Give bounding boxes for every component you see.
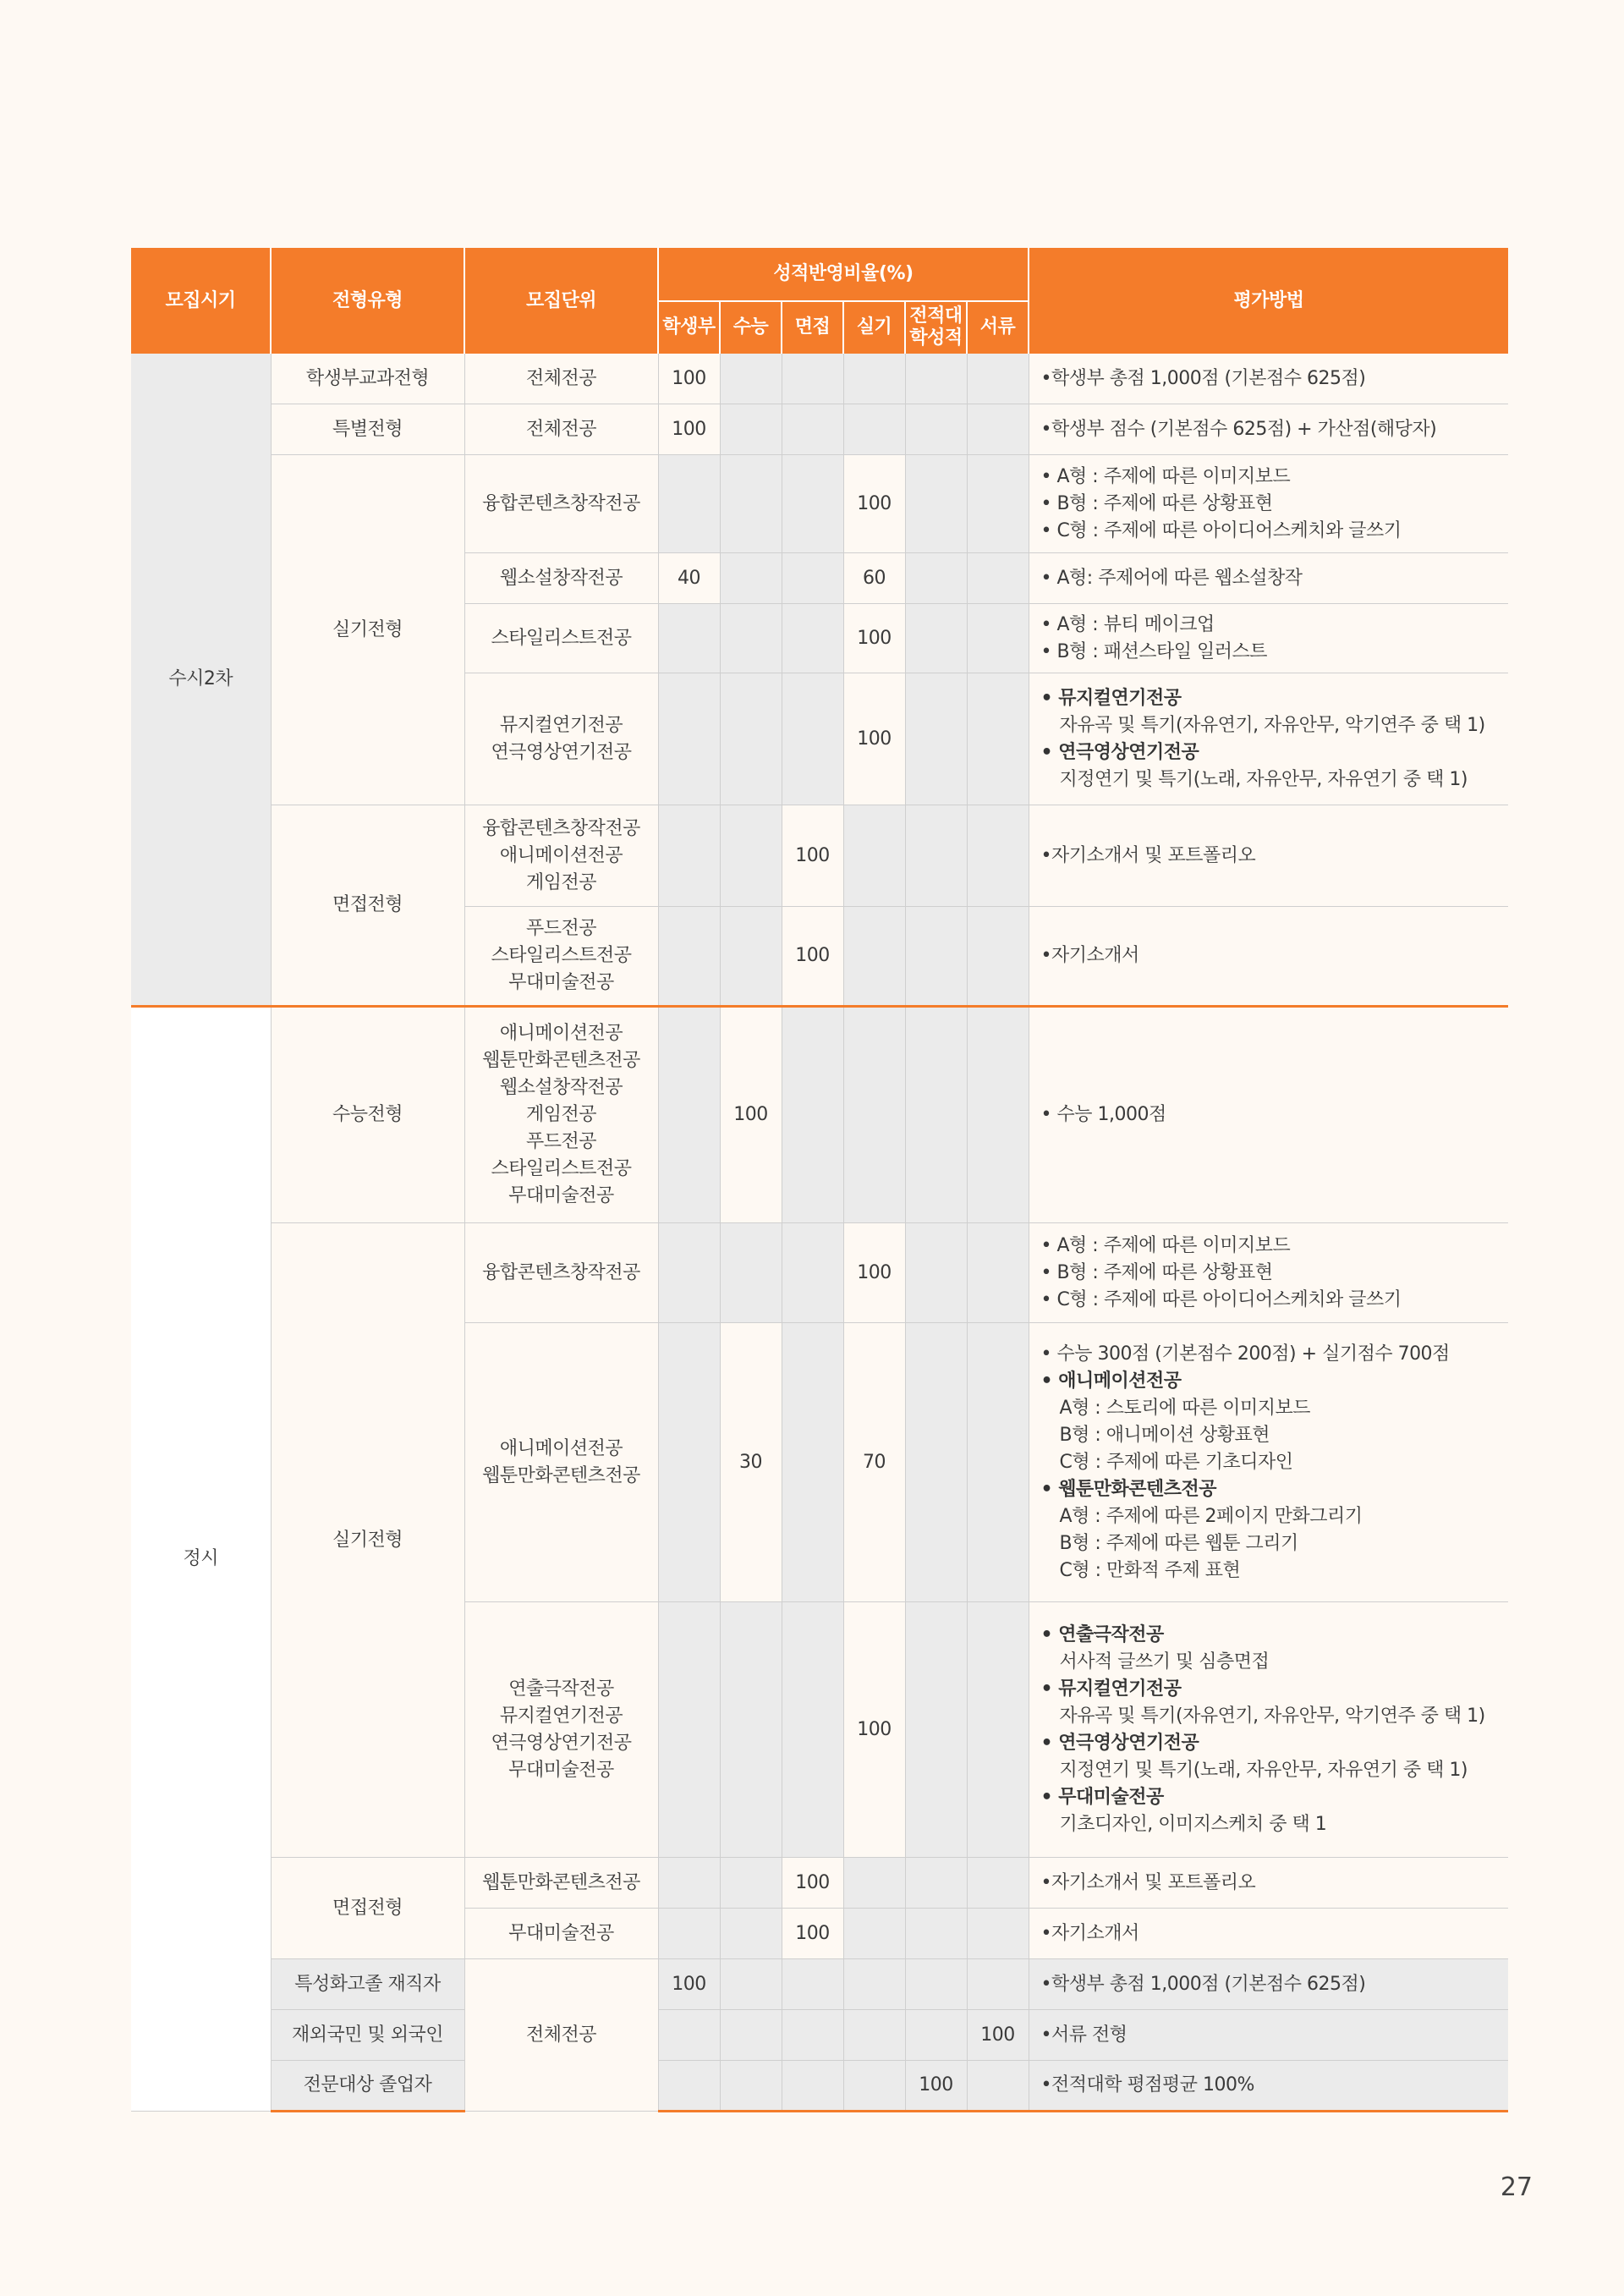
header-seoryu: 서류 <box>967 301 1029 354</box>
unit-cell: 융합콘텐츠창작전공 애니메이션전공 게임전공 <box>464 805 658 907</box>
score-hak: 100 <box>658 1959 720 2010</box>
eval-cell: • A형 : 뷰티 메이크업 • B형 : 패션스타일 일러스트 <box>1029 604 1508 673</box>
type-cell: 전문대상 졸업자 <box>271 2061 464 2112</box>
eval-cell: •자기소개서 <box>1029 907 1508 1007</box>
score-silgi: 100 <box>843 673 905 805</box>
table-row <box>131 805 1508 907</box>
header-type: 전형유형 <box>271 249 464 354</box>
score-silgi: 60 <box>843 553 905 604</box>
eval-cell: •자기소개서 <box>1029 1909 1508 1959</box>
table-row <box>131 1007 1508 1223</box>
eval-cell: •학생부 점수 (기본점수 625점) + 가산점(해당자) <box>1029 404 1508 455</box>
header-myeon: 면접 <box>782 301 843 354</box>
score-myeon: 100 <box>782 907 843 1007</box>
header-silgi: 실기 <box>843 301 905 354</box>
eval-cell: • 연출극작전공 서사적 글쓰기 및 심층면접 • 뮤지컬연기전공 자유곡 및 특기(자유연기, 자유안무, 악기연주 중 택 1) • 연극영상연기전공 지정연기 및 특기(노래, 자유안무, 자유연기 중 택 1) • 무대미술전공 기초디자인, 이미지스케치 중 택 1 <box>1029 1602 1508 1858</box>
header-method: 평가방법 <box>1029 249 1508 354</box>
score-myeon: 100 <box>782 805 843 907</box>
type-cell: 실기전형 <box>271 455 464 805</box>
unit-cell: 뮤지컬연기전공 연극영상연기전공 <box>464 673 658 805</box>
type-cell: 수능전형 <box>271 1007 464 1223</box>
score-seoryu: 100 <box>967 2010 1029 2061</box>
unit-cell: 전체전공 <box>464 354 658 404</box>
score-myeon: 100 <box>782 1909 843 1959</box>
unit-cell: 연출극작전공 뮤지컬연기전공 연극영상연기전공 무대미술전공 <box>464 1602 658 1858</box>
table-row <box>131 2010 1508 2061</box>
unit-cell: 융합콘텐츠창작전공 <box>464 1223 658 1323</box>
page-number: 27 <box>1500 2172 1533 2202</box>
period-jeongsi: 정시 <box>131 1007 271 2112</box>
score-silgi: 100 <box>843 455 905 553</box>
unit-cell: 전체전공 <box>464 404 658 455</box>
period-susi: 수시2차 <box>131 354 271 1007</box>
header-ratio-group: 성적반영비율(%) <box>658 249 1029 301</box>
type-cell: 면접전형 <box>271 805 464 1007</box>
score-silgi: 100 <box>843 1223 905 1323</box>
type-cell: 실기전형 <box>271 1223 464 1858</box>
eval-cell: • 수능 300점 (기본점수 200점) + 실기점수 700점 • 애니메이션전공 A형 : 스토리에 따른 이미지보드 B형 : 애니메이션 상황표현 C형 : 주제에 따른 기초디자인 • 웹툰만화콘텐츠전공 A형 : 주제에 따른 2페이지 만화그리기 B형 : 주제에 따른 웹툰 그리기 C형 : 만화적 주제 표현 <box>1029 1323 1508 1602</box>
unit-cell: 웹소설창작전공 <box>464 553 658 604</box>
score-hak: 100 <box>658 354 720 404</box>
eval-cell: •서류 전형 <box>1029 2010 1508 2061</box>
table-row <box>131 404 1508 455</box>
table-row <box>131 455 1508 553</box>
unit-cell: 스타일리스트전공 <box>464 604 658 673</box>
unit-cell: 웹툰만화콘텐츠전공 <box>464 1858 658 1909</box>
unit-cell: 애니메이션전공 웹툰만화콘텐츠전공 웹소설창작전공 게임전공 푸드전공 스타일리스트전공 무대미술전공 <box>464 1007 658 1223</box>
eval-cell: •자기소개서 및 포트폴리오 <box>1029 1858 1508 1909</box>
eval-cell: • 뮤지컬연기전공 자유곡 및 특기(자유연기, 자유안무, 악기연주 중 택 1) • 연극영상연기전공 지정연기 및 특기(노래, 자유안무, 자유연기 중 택 1) <box>1029 673 1508 805</box>
type-cell: 학생부교과전형 <box>271 354 464 404</box>
unit-cell: 무대미술전공 <box>464 1909 658 1959</box>
score-silgi: 100 <box>843 604 905 673</box>
unit-cell: 푸드전공 스타일리스트전공 무대미술전공 <box>464 907 658 1007</box>
type-cell: 면접전형 <box>271 1858 464 1959</box>
score-jeonjeok: 100 <box>905 2061 967 2112</box>
eval-cell: • A형 : 주제에 따른 이미지보드 • B형 : 주제에 따른 상황표현 • C형 : 주제에 따른 아이디어스케치와 글쓰기 <box>1029 455 1508 553</box>
unit-cell: 애니메이션전공 웹툰만화콘텐츠전공 <box>464 1323 658 1602</box>
type-cell: 특성화고졸 재직자 <box>271 1959 464 2010</box>
score-silgi: 100 <box>843 1602 905 1858</box>
table-row <box>131 1858 1508 1909</box>
eval-cell: •전적대학 평점평균 100% <box>1029 2061 1508 2112</box>
header-hak: 학생부 <box>658 301 720 354</box>
admission-table <box>131 248 1508 2112</box>
eval-cell: •학생부 총점 1,000점 (기본점수 625점) <box>1029 1959 1508 2010</box>
score-hak: 100 <box>658 404 720 455</box>
table-row <box>131 2061 1508 2112</box>
eval-cell: • A형: 주제어에 따른 웹소설창작 <box>1029 553 1508 604</box>
header-jeonjeok: 전적대 학성적 <box>905 301 967 354</box>
score-suneung: 100 <box>720 1007 782 1223</box>
table-row <box>131 1223 1508 1323</box>
header-unit: 모집단위 <box>464 249 658 354</box>
type-cell: 재외국민 및 외국인 <box>271 2010 464 2061</box>
eval-cell: •학생부 총점 1,000점 (기본점수 625점) <box>1029 354 1508 404</box>
score-hak: 40 <box>658 553 720 604</box>
eval-cell: •자기소개서 및 포트폴리오 <box>1029 805 1508 907</box>
table-row <box>131 354 1508 404</box>
unit-cell: 전체전공 <box>464 1959 658 2112</box>
score-suneung: 30 <box>720 1323 782 1602</box>
score-silgi: 70 <box>843 1323 905 1602</box>
score-myeon: 100 <box>782 1858 843 1909</box>
table-row <box>131 1959 1508 2010</box>
header-period: 모집시기 <box>131 249 271 354</box>
eval-cell: • A형 : 주제에 따른 이미지보드 • B형 : 주제에 따른 상황표현 • C형 : 주제에 따른 아이디어스케치와 글쓰기 <box>1029 1223 1508 1323</box>
header-suneung: 수능 <box>720 301 782 354</box>
type-cell: 특별전형 <box>271 404 464 455</box>
eval-cell: • 수능 1,000점 <box>1029 1007 1508 1223</box>
unit-cell: 융합콘텐츠창작전공 <box>464 455 658 553</box>
